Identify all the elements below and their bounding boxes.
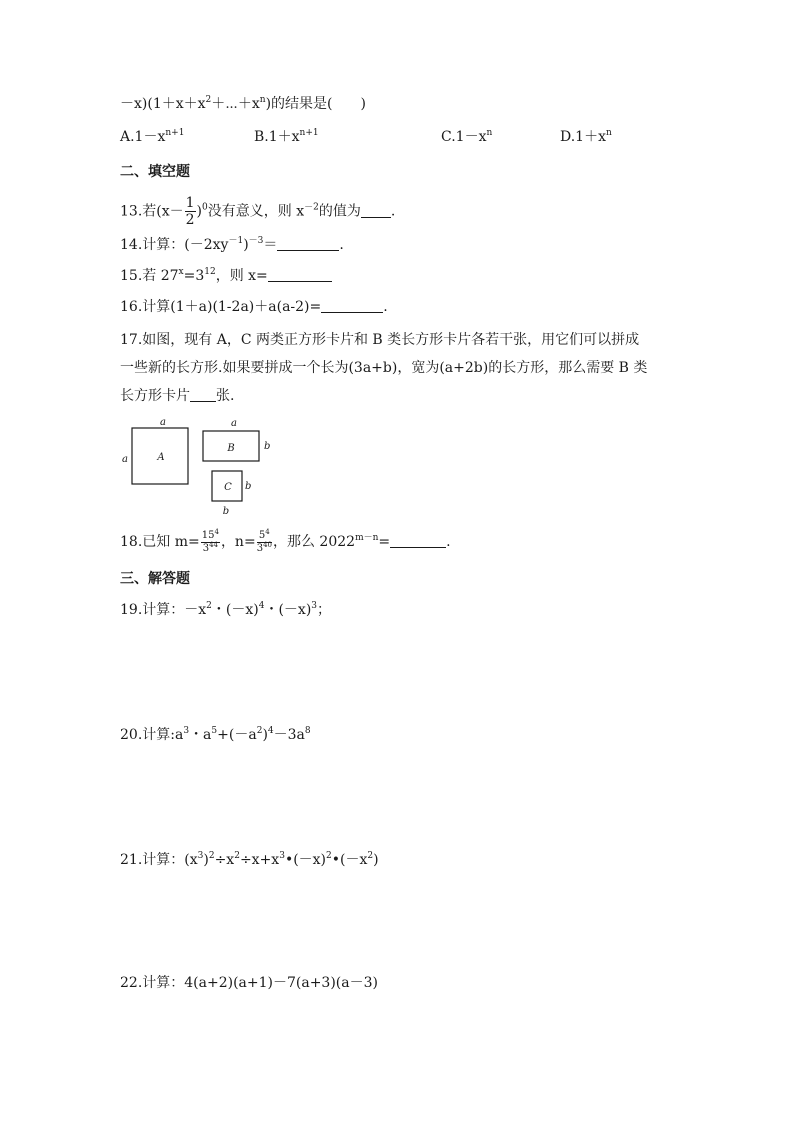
label-a-left: a <box>122 454 128 465</box>
label-C: C <box>224 482 232 493</box>
q12-option-a: $A.1-x^{n+1}$ <box>120 128 185 145</box>
q12-stem: $-x)(1+x+x^2+\cdots+x^n)$的结果是( ) <box>120 95 366 112</box>
answer-blank[interactable] <box>190 387 216 402</box>
label-b-c-right: b <box>245 481 252 492</box>
m-fraction: $\frac{15^4}{3^{44}}$ <box>201 527 219 554</box>
label-b-c-bottom: b <box>222 506 230 517</box>
q17 <box>120 326 704 410</box>
section-title-solve: 三、解答题 <box>120 571 190 587</box>
q22: 22.计算：4(a+2)(a+1)－7(a+3)(a－3) <box>120 975 378 991</box>
q21: 21.计算：$(x^3)^2\div x^2\div x+x^3•(-x)^2•(-x^2)$ <box>120 851 379 868</box>
answer-blank[interactable] <box>321 298 383 313</box>
q12-option-b: $B.1+x^{n+1}$ <box>254 128 319 145</box>
answer-blank[interactable] <box>361 203 391 218</box>
q13: 13.若(x－ $\frac{1}{2}$ )$^0$没有意义，则 $x^{-2}$的值为 . <box>120 195 396 228</box>
answer-blank[interactable] <box>390 533 446 548</box>
q13-fraction: $\frac{1}{2}$ <box>185 195 195 228</box>
q17-figure <box>118 414 278 522</box>
label-a-top: a <box>160 417 166 428</box>
answer-blank[interactable] <box>268 267 332 282</box>
q19: 19.计算：$-x^2$・$(-x)^4$・$(-x)^3$； <box>120 601 332 618</box>
q18: 18.已知 m= $\frac{15^4}{3^{44}}$ ，n= $\frac{5^4}{3^{40}}$ ，那么 $2022^{m-n}=$ . <box>120 527 451 554</box>
q14: 14.计算：$(-2xy^{-1})^{-3}=$ . <box>120 236 344 253</box>
q16: 16.计算(1＋a)(1-2a)＋a(a-2)= . <box>120 299 388 315</box>
q15: 15.若 $27^x=3^{12}$，则 x= <box>120 266 332 286</box>
label-a-b-top: a <box>231 418 237 429</box>
label-b-right: b <box>264 441 271 452</box>
q17-line2: 一些新的长方形.如果要拼成一个长为(3a+b)，宽为(a+2b)的长方形，那么需要 B 类 <box>120 360 648 376</box>
q17-line3: 长方形卡片 张. <box>120 388 235 404</box>
q20: 20.计算$:a^3$・$a^5+(-a^2)^4-3a^8$ <box>120 726 311 743</box>
label-A: A <box>157 452 165 463</box>
q17-line1: 17.如图，现有 A，C 两类正方形卡片和 B 类长方形卡片各若干张，用它们可以拼成 <box>120 332 640 348</box>
n-fraction: $\frac{5^4}{3^{40}}$ <box>256 527 272 554</box>
label-B: B <box>227 443 235 454</box>
answer-blank[interactable] <box>277 236 339 251</box>
section-title-fill-in: 二、填空题 <box>120 164 190 180</box>
q12-option-c: $C.1-x^n$ <box>441 128 493 145</box>
q12-option-d: $D.1+x^n$ <box>560 128 612 145</box>
